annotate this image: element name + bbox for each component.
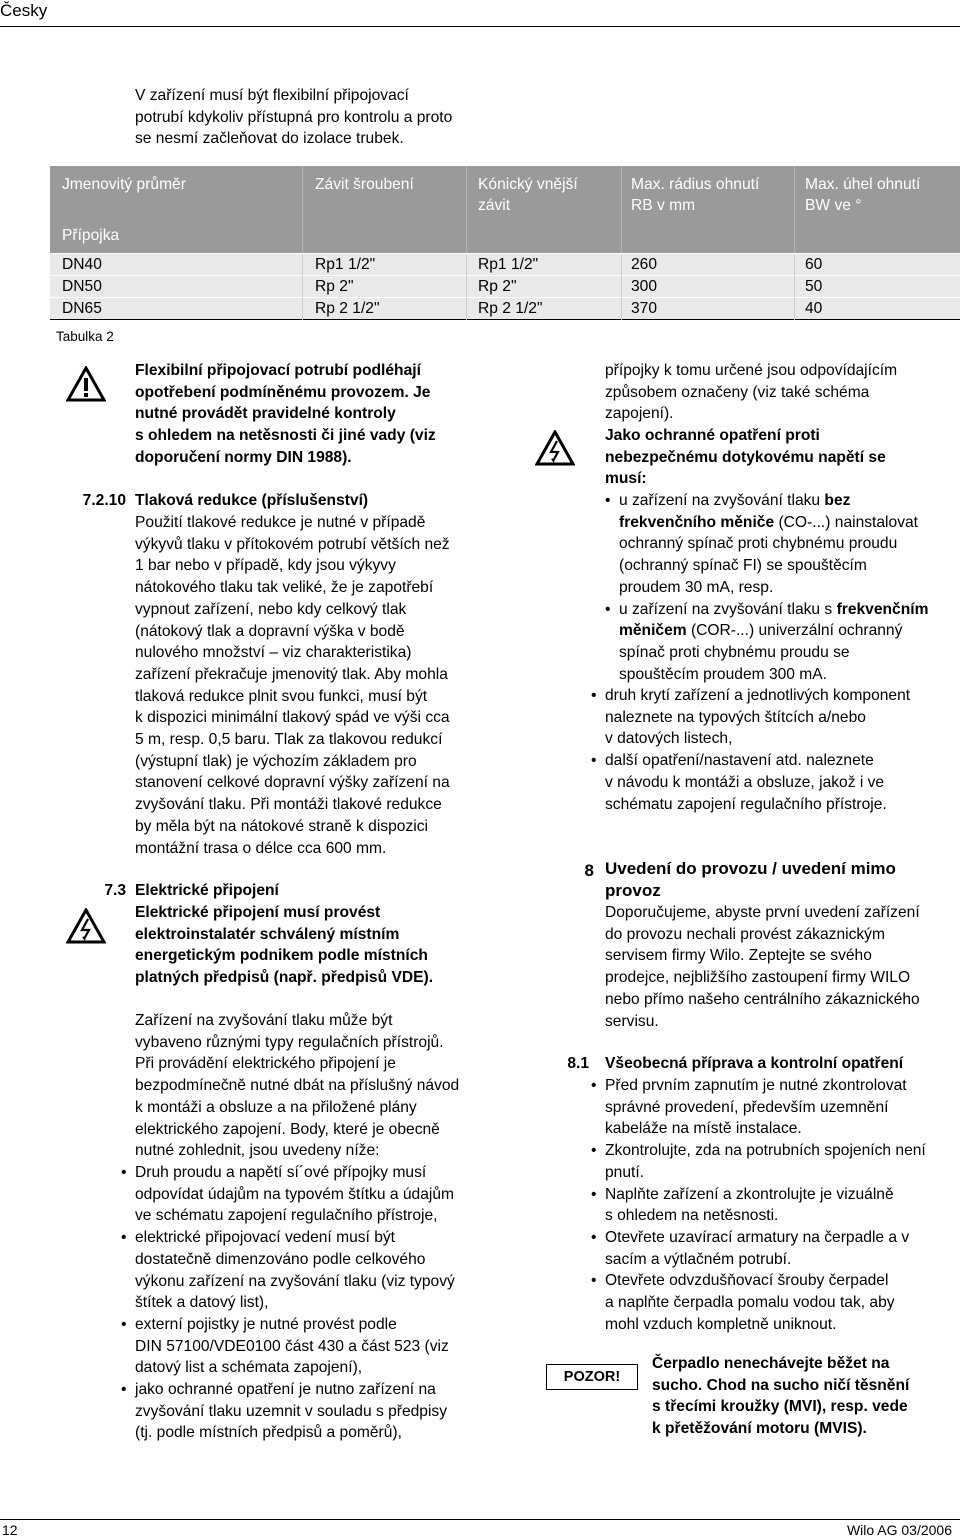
text-line: proudem 30 mA, resp.	[619, 578, 774, 596]
text-line: • externí pojistky je nutné provést podle	[135, 1315, 397, 1333]
table-cell: Rp 2 1/2"	[315, 300, 380, 317]
text-line: (tj. podle místních předpisů a poměrů),	[135, 1424, 402, 1442]
table-divider	[621, 254, 622, 320]
list-item	[589, 685, 960, 750]
text-line: • další opatření/nastavení atd. naleznete	[605, 752, 874, 770]
list-item	[589, 1270, 960, 1335]
text-line: správné provedení, především uzemnění	[605, 1098, 889, 1116]
warning-line: sucho. Chod na sucho ničí těsnění	[652, 1376, 910, 1394]
text-line: výkyvů tlaku v přítokovém potrubí větších než	[135, 535, 450, 553]
text-line: DIN 57100/VDE0100 část 430 a část 523 (viz	[135, 1337, 449, 1355]
text-line	[619, 620, 960, 642]
warning-line: Elektrické připojení musí provést	[135, 904, 381, 921]
text-line: (výstupní tlak) je výchozím základem pro	[135, 752, 417, 770]
table-cell: Rp1 1/2"	[478, 256, 539, 273]
warning-line: k přetěžování motoru (MVIS).	[652, 1420, 867, 1438]
text-line: (nátokový tlak a dopravní výška v bodě	[135, 622, 405, 640]
text-line	[619, 490, 960, 512]
list-item	[119, 1227, 499, 1314]
text-line: • druh krytí zařízení a jednotlivých komponent	[605, 687, 911, 704]
electrical-warning	[135, 902, 495, 989]
table-cell: 370	[631, 300, 658, 317]
table-header-conical-2: závit	[478, 197, 511, 214]
text-line: do provozu nechali provést zákaznickým	[605, 925, 885, 943]
list-item	[589, 1075, 960, 1140]
section-title	[605, 858, 960, 902]
text-line: ochranný spínač proti chybnému proudu	[619, 535, 898, 553]
text-line: servisu.	[605, 1012, 659, 1030]
language-label: Česky	[0, 1, 48, 20]
footer-doc-id: Wilo AG 03/2006	[846, 1522, 952, 1538]
warning-line: doporučení normy DIN 1988).	[135, 448, 352, 466]
table-header-thread: Závit šroubení	[315, 176, 414, 193]
text-line: musí:	[605, 470, 647, 488]
text-span: bez	[824, 492, 851, 509]
text-span: (COR-...) univerzální ochranný	[686, 622, 903, 640]
text-line: montážní trasa o délce cca 600 mm.	[135, 839, 387, 857]
table-cell: 60	[805, 256, 823, 273]
text-line: spínač proti chybnému proudu se	[619, 643, 850, 661]
text-line: dostatečně dimenzováno podle celkového	[135, 1250, 426, 1268]
text-span: frekvenčním	[836, 600, 929, 618]
electrical-bullets	[119, 1162, 499, 1444]
table-cell: DN50	[62, 278, 102, 295]
section-number: 7.3	[104, 882, 126, 899]
text-line: nátokového tlaku tak veliké, že je zapotřebí	[135, 579, 434, 597]
table-cell: DN65	[62, 300, 102, 317]
dry-run-warning	[652, 1353, 957, 1440]
section-number: 8	[584, 861, 594, 880]
continued-text	[605, 360, 955, 425]
text-line: • Otevřete odvzdušňovací šrouby čerpadel	[605, 1272, 889, 1290]
list-item	[603, 599, 960, 686]
text-span: u zařízení na zvyšování tlaku	[619, 492, 825, 509]
title-line: Uvedení do provozu / uvedení mimo	[605, 859, 896, 878]
protection-title	[605, 425, 955, 490]
text-line: sacím a výtlačném potrubí.	[605, 1250, 792, 1268]
table-row	[50, 276, 960, 298]
text-line: štítek a datový list),	[135, 1294, 269, 1312]
text-line: • Druh proudu a napětí sí´ové přípojky musí	[135, 1164, 427, 1181]
text-line: odpovídat údajům na typovém štítku a údajům	[135, 1185, 454, 1203]
table-cell: Rp 2"	[315, 278, 354, 295]
commissioning-text	[605, 902, 960, 1032]
text-line: schématu zapojení regulačního přístroje.	[605, 795, 887, 813]
text-line: stanovení celkové dopravní výšky zařízení na	[135, 774, 450, 792]
warning-line: elektroinstalatér schválený místním	[135, 925, 400, 943]
table-caption: Tabulka 2	[56, 329, 114, 344]
text-line: v datových listech,	[605, 730, 733, 748]
text-line: spouštěcím proudem 300 mA.	[619, 665, 828, 683]
electrical-text	[135, 1010, 495, 1162]
text-line: pnutí.	[605, 1163, 645, 1181]
text-line: výkonu zařízení na zvyšování tlaku (viz typový	[135, 1272, 455, 1290]
text-line: servisem firmy Wilo. Zeptejte se svého	[605, 947, 872, 965]
text-span: u zařízení na zvyšování tlaku s	[619, 600, 837, 618]
section-title: Všeobecná příprava a kontrolní opatření	[605, 1055, 904, 1072]
table-cell: 300	[631, 278, 658, 295]
table-cell: 40	[805, 300, 823, 317]
warning-line: opotřebení podmíněnému provozem. Je	[135, 383, 431, 401]
text-line: elektrického zapojení. Body, které je obecně	[135, 1120, 440, 1138]
text-line: • Zkontrolujte, zda na potrubních spojeních není	[605, 1142, 926, 1160]
list-item	[589, 750, 960, 815]
text-line: zvyšování tlaku. Při montáži tlakové redukce	[135, 796, 442, 814]
table-header-radius-1: Max. rádius ohnutí	[631, 176, 760, 193]
text-line: k montáži a obsluze a na přiložené plány	[135, 1098, 417, 1116]
electrical-hazard-icon	[535, 430, 575, 466]
list-item	[589, 1140, 960, 1183]
list-item	[119, 1314, 499, 1379]
text-line	[619, 512, 960, 534]
warning-line: nutné provádět pravidelné kontroly	[135, 405, 396, 423]
text-line: ve schématu zapojení regulačního přístroje,	[135, 1207, 438, 1225]
text-span: měničem	[619, 622, 687, 640]
intro-line: se nesmí začleňovat do izolace trubek.	[135, 130, 404, 148]
text-line: vybaveno různými typy regulačních přístrojů.	[135, 1033, 444, 1051]
intro-paragraph	[135, 85, 515, 150]
table-divider	[794, 166, 795, 253]
table-divider	[302, 166, 303, 253]
text-line: prodejce, nejbližšího zastoupení firmy WILO	[605, 969, 911, 987]
table-row	[50, 298, 960, 320]
title-line: provoz	[605, 881, 661, 900]
hose-wear-warning	[135, 360, 485, 469]
table-header-angle-2: BW ve °	[805, 197, 862, 214]
text-line	[619, 599, 960, 621]
preparation-bullets	[589, 1075, 960, 1335]
warning-icon	[66, 366, 106, 402]
table-cell: Rp1 1/2"	[315, 256, 376, 273]
text-line: zapojení).	[605, 405, 674, 423]
text-line: tlaková redukce plnit svou funkci, musí být	[135, 687, 428, 705]
warning-line: Flexibilní připojovací potrubí podléhají	[135, 362, 421, 379]
text-line: datový list a schémata zapojení),	[135, 1359, 363, 1377]
text-line: s ohledem na netěsnosti.	[605, 1207, 779, 1225]
text-line: by měla být na nátokové straně k dispozici	[135, 817, 428, 835]
table-divider	[621, 166, 622, 253]
text-line: přípojky k tomu určené jsou odpovídajícím	[605, 362, 898, 379]
text-line: Použití tlakové redukce je nutné v případě	[135, 514, 426, 531]
text-line: Při provádění elektrického připojení je	[135, 1055, 396, 1073]
text-line: • elektrické připojovací vedení musí být	[135, 1229, 396, 1247]
list-item	[589, 1184, 960, 1227]
text-line: zařízení překračuje jmenovitý tlak. Aby mohla	[135, 665, 448, 683]
intro-line: potrubí kdykoliv přístupná pro kontrolu a proto	[135, 108, 453, 126]
electrical-hazard-icon	[66, 908, 106, 944]
text-line: • Před prvním zapnutím je nutné zkontrolovat	[605, 1077, 907, 1094]
table-header-diameter: Jmenovitý průměr	[62, 176, 186, 193]
text-line: • Naplňte zařízení a zkontrolujte je vizuálně	[605, 1185, 894, 1203]
table-row	[50, 254, 960, 276]
table-divider	[466, 166, 467, 253]
text-line: • jako ochranné opatření je nutno zařízení na	[135, 1381, 436, 1399]
text-line: 5 m, resp. 0,5 baru. Tlak za tlakovou redukcí	[135, 731, 443, 749]
protection-sub-bullets	[603, 490, 960, 685]
table-header-conical-1: Kónický vnější	[478, 176, 578, 193]
list-item	[119, 1162, 499, 1227]
text-line: (ochranný spínač FI) se spouštěcím	[619, 557, 867, 575]
text-line: způsobem označeny (viz také schéma	[605, 383, 870, 401]
text-span: frekvenčního měniče	[619, 513, 775, 531]
text-line: Zařízení na zvyšování tlaku může být	[135, 1012, 393, 1029]
text-line: nutné zohlednit, jsou uvedeny níže:	[135, 1142, 380, 1160]
list-item	[589, 1227, 960, 1270]
page-number: 12	[2, 1522, 18, 1538]
footer-rule	[0, 1519, 960, 1520]
list-item	[119, 1379, 499, 1444]
section-number: 7.2.10	[82, 492, 126, 509]
text-line: a naplňte čerpadla pomalu vodou tak, aby	[605, 1294, 895, 1312]
warning-line: Čerpadlo nenechávejte běžet na	[652, 1355, 890, 1372]
table-cell: DN40	[62, 256, 102, 273]
section-title: Tlaková redukce (příslušenství)	[135, 492, 369, 509]
text-line: • Otevřete uzavírací armatury na čerpadle a v	[605, 1228, 910, 1246]
text-line: nulového množství – viz charakteristika)	[135, 644, 412, 662]
intro-line: V zařízení musí být flexibilní připojovací	[135, 87, 409, 104]
table-cell: Rp 2"	[478, 278, 517, 295]
table-cell: Rp 2 1/2"	[478, 300, 543, 317]
text-line: nebo přímo našeho centrálního zákaznického	[605, 990, 920, 1008]
table-divider	[302, 254, 303, 320]
table-header-connection: Přípojka	[62, 227, 120, 244]
text-span: (CO-...) nainstalovat	[774, 513, 918, 531]
text-line: bezpodmínečně nutné dbát na příslušný návod	[135, 1077, 460, 1095]
warning-line: s třecími kroužky (MVI), resp. vede	[652, 1398, 908, 1416]
text-line: naleznete na typových štítcích a/nebo	[605, 708, 866, 726]
right-bullets	[589, 685, 960, 815]
caution-badge: POZOR!	[546, 1364, 638, 1390]
warning-line: platných předpisů (např. předpisů VDE).	[135, 969, 434, 987]
table-cell: 260	[631, 256, 658, 273]
list-item	[603, 490, 960, 599]
text-line: 1 bar nebo v případě, kdy jsou výkyvy	[135, 557, 396, 575]
text-line: mohl vzduch kompletně uniknout.	[605, 1315, 837, 1333]
text-line: zvyšování tlaku uzemnit v souladu s předpisy	[135, 1402, 448, 1420]
text-line: Doporučujeme, abyste první uvedení zařízení	[605, 904, 920, 921]
header-rule	[0, 26, 960, 27]
text-line: kabeláže na místě instalace.	[605, 1120, 802, 1138]
text-line: nebezpečnému dotykovému napětí se	[605, 448, 886, 466]
pressure-reducer-text	[135, 512, 495, 859]
text-line: k dispozici minimální tlakový spád ve výši cca	[135, 709, 450, 727]
table-cell: 50	[805, 278, 823, 295]
table-header-angle-1: Max. úhel ohnutí	[805, 176, 921, 193]
section-title: Elektrické připojení	[135, 882, 279, 899]
text-line: Jako ochranné opatření proti	[605, 427, 820, 444]
section-number: 8.1	[567, 1055, 589, 1072]
warning-line: s ohledem na netěsnosti či jiné vady (viz	[135, 427, 436, 445]
warning-line: energetickým podnikem podle místních	[135, 947, 428, 965]
table-header-radius-2: RB v mm	[631, 197, 696, 214]
table-divider	[794, 254, 795, 320]
table-divider	[466, 254, 467, 320]
text-line: v návodu k montáži a obsluze, jakož i ve	[605, 773, 885, 791]
text-line: vypnout zařízení, nebo kdy celkový tlak	[135, 600, 407, 618]
